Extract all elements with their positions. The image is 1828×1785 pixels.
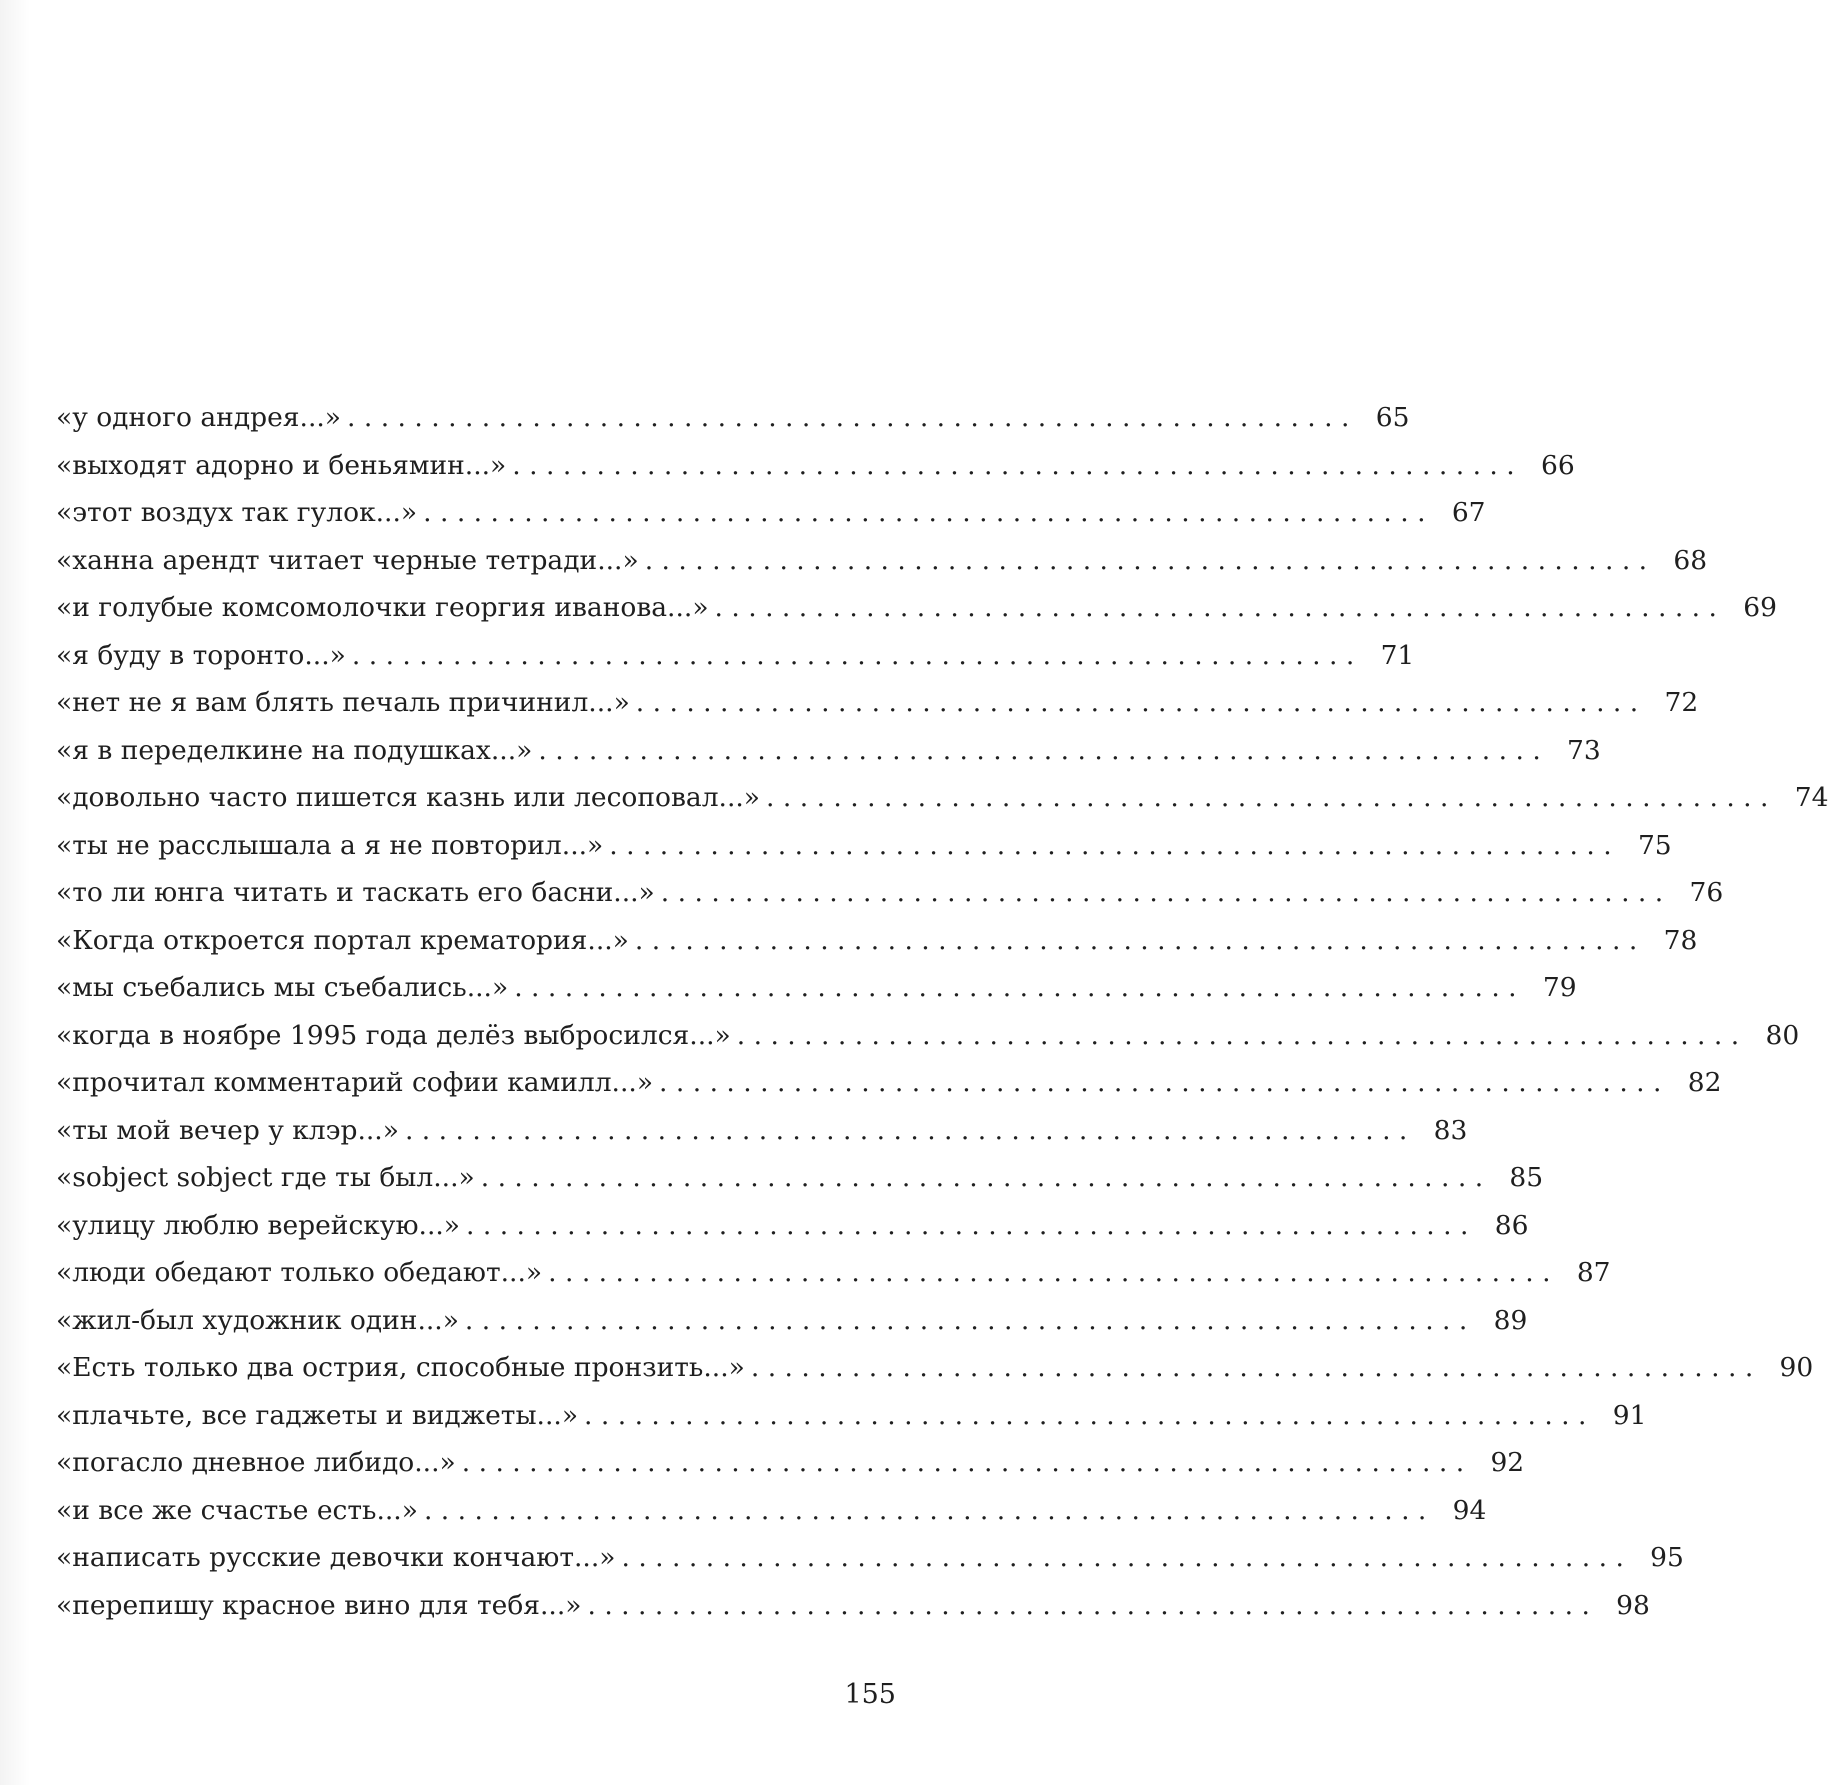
toc-entry-page: 87 (1576, 1257, 1611, 1288)
toc-entry-page: 91 (1612, 1399, 1647, 1431)
toc-entry-title: «написать русские девочки кончают...» (56, 1542, 616, 1573)
dot-leader: . . . . . . . . . . . . . . . . . . . . . . . . . . . . . . . . . . . . . . . . . . . . . . . . . . . . . . . . . . . . (404, 1114, 1408, 1146)
toc-entry-page: 90 (1779, 1352, 1814, 1383)
dot-leader: . . . . . . . . . . . . . . . . . . . . . . . . . . . . . . . . . . . . . . . . . . . . . . . . . . . . . . . . . . . . (464, 1304, 1468, 1336)
dot-leader: . . . . . . . . . . . . . . . . . . . . . . . . . . . . . . . . . . . . . . . . . . . . . . . . . . . . . . . . . . . . (538, 734, 1541, 766)
toc-entry-title: «выходят адорно и беньямин...» (56, 449, 507, 481)
dot-leader: . . . . . . . . . . . . . . . . . . . . . . . . . . . . . . . . . . . . . . . . . . . . . . . . . . . . . . . . . . . . (634, 924, 1638, 956)
toc-entry-title: «Когда откроется портал крематория...» (56, 924, 629, 956)
page-number: 155 (844, 1679, 896, 1710)
toc-entry-page: 65 (1375, 402, 1410, 433)
toc-entry-title: «когда в ноябре 1995 года делёз выбросился...» (56, 1019, 731, 1051)
dot-leader: . . . . . . . . . . . . . . . . . . . . . . . . . . . . . . . . . . . . . . . . . . . . . . . . . . . . . . . . . . . . (660, 877, 1664, 908)
dot-leader: . . . . . . . . . . . . . . . . . . . . . . . . . . . . . . . . . . . . . . . . . . . . . . . . . . . . . . . . . . . . (423, 497, 1426, 528)
toc-entry-title: «перепишу красное вино для тебя...» (56, 1589, 582, 1621)
toc-entry-title: «этот воздух так гулок...» (56, 497, 418, 528)
dot-leader: . . . . . . . . . . . . . . . . . . . . . . . . . . . . . . . . . . . . . . . . . . . . . . . . . . . . . . . . . . . . (584, 1399, 1587, 1431)
toc-entry (56, 1297, 1528, 1345)
toc-entry (56, 679, 1699, 727)
toc-entry (56, 774, 1828, 822)
toc-entry (56, 584, 1777, 632)
table-of-contents (56, 394, 1828, 1629)
dot-leader: . . . . . . . . . . . . . . . . . . . . . . . . . . . . . . . . . . . . . . . . . . . . . . . . . . . . . . . . . . . . (659, 1067, 1662, 1098)
toc-entry-title: «у одного андрея...» (56, 402, 342, 433)
toc-entry-title: «Есть только два острия, способные пронзить...» (56, 1352, 745, 1383)
toc-entry-title: «ханна арендт читает черные тетради...» (56, 544, 639, 576)
toc-entry (56, 869, 1724, 917)
toc-entry-title: «ты не расслышала а я не повторил...» (56, 829, 604, 861)
toc-entry-page: 75 (1637, 829, 1672, 861)
toc-entry-title: «и все же счастье есть...» (56, 1494, 418, 1526)
dot-leader: . . . . . . . . . . . . . . . . . . . . . . . . . . . . . . . . . . . . . . . . . . . . . . . . . . . . . . . . . . . . (347, 402, 1350, 433)
dot-leader: . . . . . . . . . . . . . . . . . . . . . . . . . . . . . . . . . . . . . . . . . . . . . . . . . . . . . . . . . . . . (621, 1542, 1624, 1573)
toc-entry (56, 1582, 1650, 1630)
toc-entry-title: «нет не я вам блять печаль причинил...» (56, 687, 630, 718)
toc-entry-page: 78 (1663, 924, 1698, 956)
dot-leader: . . . . . . . . . . . . . . . . . . . . . . . . . . . . . . . . . . . . . . . . . . . . . . . . . . . . . . . . . . . . (512, 449, 1515, 481)
toc-entry-title: «я в переделкине на подушках...» (56, 734, 533, 766)
toc-entry-page: 71 (1380, 639, 1415, 671)
toc-entry (56, 1107, 1468, 1155)
dot-leader: . . . . . . . . . . . . . . . . . . . . . . . . . . . . . . . . . . . . . . . . . . . . . . . . . . . . . . . . . . . . (766, 782, 1769, 813)
dot-leader: . . . . . . . . . . . . . . . . . . . . . . . . . . . . . . . . . . . . . . . . . . . . . . . . . . . . . . . . . . . . (351, 639, 1355, 671)
toc-entry-page: 72 (1664, 687, 1699, 718)
toc-entry (56, 727, 1601, 775)
toc-entry-title: «то ли юнга читать и таскать его басни...» (56, 877, 655, 908)
dot-leader: . . . . . . . . . . . . . . . . . . . . . . . . . . . . . . . . . . . . . . . . . . . . . . . . . . . . . . . . . . . . (548, 1257, 1551, 1288)
dot-leader: . . . . . . . . . . . . . . . . . . . . . . . . . . . . . . . . . . . . . . . . . . . . . . . . . . . . . . . . . . . . (461, 1447, 1465, 1478)
toc-entry-page: 74 (1794, 782, 1828, 813)
dot-leader: . . . . . . . . . . . . . . . . . . . . . . . . . . . . . . . . . . . . . . . . . . . . . . . . . . . . . . . . . . . . (480, 1162, 1484, 1193)
toc-entry-title: «погасло дневное либидо...» (56, 1447, 456, 1478)
toc-entry (56, 1439, 1525, 1487)
toc-entry (56, 537, 1708, 585)
dot-leader: . . . . . . . . . . . . . . . . . . . . . . . . . . . . . . . . . . . . . . . . . . . . . . . . . . . . . . . . . . . . (736, 1019, 1740, 1051)
toc-entry-title: «улицу люблю верейскую...» (56, 1209, 461, 1241)
toc-entry (56, 964, 1577, 1012)
toc-entry (56, 394, 1410, 442)
dot-leader: . . . . . . . . . . . . . . . . . . . . . . . . . . . . . . . . . . . . . . . . . . . . . . . . . . . . . . . . . . . . (644, 544, 1648, 576)
toc-entry-page: 98 (1616, 1589, 1650, 1621)
toc-entry-page: 89 (1493, 1304, 1528, 1336)
toc-entry-title: «ты мой вечер у клэр...» (56, 1114, 399, 1146)
toc-entry (56, 489, 1486, 537)
toc-entry (56, 442, 1575, 490)
toc-entry-title: «довольно часто пишется казнь или лесоповал...» (56, 782, 761, 813)
toc-entry-title: «мы съебались мы съебались...» (56, 972, 509, 1003)
toc-entry (56, 1487, 1487, 1535)
toc-entry-title: «я буду в торонто...» (56, 639, 346, 671)
toc-entry (56, 917, 1698, 965)
toc-entry-page: 79 (1542, 972, 1577, 1003)
toc-entry-page: 92 (1490, 1447, 1525, 1478)
toc-entry-page: 85 (1509, 1162, 1544, 1193)
page-edge-shadow (0, 0, 30, 1785)
toc-entry-page: 68 (1673, 544, 1708, 576)
toc-entry (56, 632, 1415, 680)
dot-leader: . . . . . . . . . . . . . . . . . . . . . . . . . . . . . . . . . . . . . . . . . . . . . . . . . . . . . . . . . . . . (423, 1494, 1427, 1526)
toc-entry-page: 76 (1689, 877, 1724, 908)
toc-entry (56, 822, 1672, 870)
toc-entry-page: 82 (1687, 1067, 1722, 1098)
toc-entry-title: «sobject sobject где ты был...» (56, 1162, 475, 1193)
dot-leader: . . . . . . . . . . . . . . . . . . . . . . . . . . . . . . . . . . . . . . . . . . . . . . . . . . . . . . . . . . . . (714, 592, 1717, 623)
dot-leader: . . . . . . . . . . . . . . . . . . . . . . . . . . . . . . . . . . . . . . . . . . . . . . . . . . . . . . . . . . . . (635, 687, 1639, 718)
toc-entry-page: 67 (1451, 497, 1486, 528)
toc-entry-title: «люди обедают только обедают...» (56, 1257, 543, 1288)
toc-entry-page: 73 (1567, 734, 1601, 766)
toc-entry-title: «и голубые комсомолочки георгия иванова...» (56, 592, 709, 623)
toc-entry-page: 66 (1540, 449, 1575, 481)
toc-entry (56, 1392, 1647, 1440)
toc-entry (56, 1012, 1800, 1060)
toc-entry-page: 69 (1743, 592, 1777, 623)
dot-leader: . . . . . . . . . . . . . . . . . . . . . . . . . . . . . . . . . . . . . . . . . . . . . . . . . . . . . . . . . . . . (609, 829, 1612, 861)
toc-entry-title: «жил-был художник один...» (56, 1304, 459, 1336)
toc-entry (56, 1344, 1814, 1392)
toc-entry (56, 1249, 1611, 1297)
dot-leader: . . . . . . . . . . . . . . . . . . . . . . . . . . . . . . . . . . . . . . . . . . . . . . . . . . . . . . . . . . . . (466, 1209, 1469, 1241)
toc-entry (56, 1202, 1529, 1250)
dot-leader: . . . . . . . . . . . . . . . . . . . . . . . . . . . . . . . . . . . . . . . . . . . . . . . . . . . . . . . . . . . . (514, 972, 1517, 1003)
toc-entry (56, 1059, 1722, 1107)
toc-entry-page: 95 (1650, 1542, 1684, 1573)
toc-entry-title: «плачьте, все гаджеты и виджеты...» (56, 1399, 579, 1431)
toc-entry (56, 1154, 1544, 1202)
toc-entry-page: 94 (1452, 1494, 1487, 1526)
toc-entry (56, 1534, 1684, 1582)
dot-leader: . . . . . . . . . . . . . . . . . . . . . . . . . . . . . . . . . . . . . . . . . . . . . . . . . . . . . . . . . . . . (750, 1352, 1754, 1383)
toc-entry-title: «прочитал комментарий софии камилл...» (56, 1067, 654, 1098)
toc-entry-page: 86 (1494, 1209, 1529, 1241)
toc-entry-page: 80 (1765, 1019, 1800, 1051)
toc-entry-page: 83 (1433, 1114, 1468, 1146)
dot-leader: . . . . . . . . . . . . . . . . . . . . . . . . . . . . . . . . . . . . . . . . . . . . . . . . . . . . . . . . . . . . (587, 1589, 1590, 1621)
